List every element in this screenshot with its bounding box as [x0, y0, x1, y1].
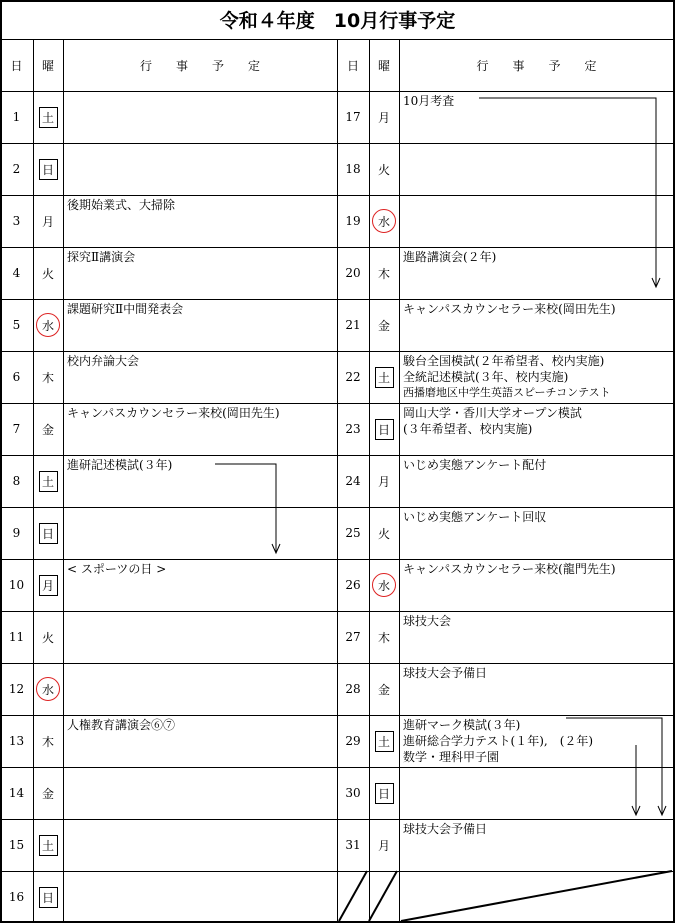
weekday-cell [369, 871, 399, 923]
day-number: 2 [12, 162, 21, 176]
weekday: 木 [377, 266, 390, 281]
event-line: 数学・理科甲子園 [403, 750, 500, 764]
strike-events-31plus [401, 871, 672, 921]
weekday: 木 [41, 370, 54, 385]
weekday-cell [33, 247, 63, 299]
day-number: 20 [345, 266, 361, 280]
weekday: 火 [377, 162, 390, 177]
page-title: 令和４年度 10月行事予定 [219, 10, 456, 32]
event-line: キャンパスカウンセラー来校(龍門先生) [403, 562, 616, 576]
weekday-cell [369, 299, 399, 351]
weekday: 火 [41, 266, 54, 281]
weekday: 木 [377, 630, 390, 645]
weekday-cell [33, 819, 63, 871]
event-line: 後期始業式、大掃除 [67, 198, 176, 212]
arrow-oct17-to-oct20-head [652, 278, 660, 287]
header-day-left: 日 [10, 58, 23, 73]
weekday-boxed: 日 [39, 159, 58, 180]
column-divider [337, 39, 338, 923]
weekday-cell [33, 143, 63, 195]
arrow-oct8-to-oct9 [215, 464, 276, 553]
weekday-boxed: 土 [375, 367, 394, 388]
day-number: 10 [8, 578, 25, 592]
day-number: 28 [345, 682, 361, 696]
event-text-block [67, 717, 333, 733]
day-number: 15 [8, 838, 25, 852]
weekday-circled: 水 [372, 209, 396, 233]
weekday-cell [369, 403, 399, 455]
day-number: 18 [345, 162, 361, 176]
weekday-cell [369, 195, 399, 247]
weekday-cell [33, 871, 63, 923]
event-line: < スポーツの日 > [67, 562, 167, 576]
day-number: 11 [8, 630, 25, 644]
weekday-cell [369, 767, 399, 819]
weekday: 火 [41, 630, 54, 645]
day-number: 1 [12, 110, 21, 124]
event-line: 進研総合学力テスト(１年), (２年) [403, 734, 594, 748]
weekday-cell [369, 663, 399, 715]
day-number: 24 [345, 474, 361, 488]
weekday: 金 [377, 682, 390, 697]
event-line: 進路講演会(２年) [403, 250, 497, 264]
weekday-cell [369, 611, 399, 663]
weekday-circled: 水 [36, 313, 60, 337]
header-weekday-left: 曜 [41, 58, 54, 73]
event-line: 球技大会 [403, 614, 452, 628]
weekday-cell [33, 611, 63, 663]
weekday: 火 [377, 526, 390, 541]
weekday-circled: 水 [36, 677, 60, 701]
event-text-block [67, 457, 333, 473]
event-line: 岡山大学・香川大学オープン模試 [403, 406, 582, 420]
weekday: 金 [377, 318, 390, 333]
event-line: 10月考査 [403, 94, 455, 108]
weekday: 月 [377, 474, 390, 489]
weekday-cell [33, 507, 63, 559]
weekday-cell [33, 403, 63, 455]
event-line: 全統記述模試(３年、校内実施) [403, 370, 569, 384]
event-line: キャンパスカウンセラー来校(岡田先生) [403, 302, 616, 316]
event-line: 球技大会予備日 [403, 666, 488, 680]
weekday-cell [369, 819, 399, 871]
day-number: 21 [345, 318, 361, 332]
column-divider [33, 39, 34, 923]
day-number: 13 [8, 734, 25, 748]
weekday-circled: 水 [372, 573, 396, 597]
day-number: 25 [345, 526, 361, 540]
event-line: 球技大会予備日 [403, 822, 488, 836]
event-line: 駿台全国模試(２年希望者、校内実施) [403, 354, 605, 368]
day-number [337, 871, 369, 923]
weekday-cell [33, 767, 63, 819]
column-divider [369, 39, 370, 923]
weekday-boxed: 土 [39, 835, 58, 856]
event-line: いじめ実態アンケート回収 [403, 510, 547, 524]
day-number: 4 [12, 266, 21, 280]
weekday-cell [33, 351, 63, 403]
weekday-cell [33, 195, 63, 247]
weekday: 金 [41, 422, 54, 437]
event-line: 校内弁論大会 [67, 354, 140, 368]
day-number: 9 [12, 526, 21, 540]
day-number: 6 [12, 370, 21, 384]
event-text-block [67, 561, 333, 577]
weekday: 月 [41, 214, 54, 229]
header-events-left: 行 事 予 定 [139, 58, 260, 73]
day-number: 5 [12, 318, 21, 332]
weekday-cell [33, 91, 63, 143]
event-line: 西播磨地区中学生英語スピーチコンテスト [403, 386, 611, 399]
weekday: 月 [377, 110, 390, 125]
border-top [0, 0, 675, 2]
column-divider [63, 39, 64, 923]
border-left [0, 0, 2, 923]
column-divider [399, 39, 400, 923]
weekday-cell [369, 247, 399, 299]
weekday-cell [369, 507, 399, 559]
day-number: 12 [8, 682, 25, 696]
event-text-block [403, 93, 670, 109]
event-text-block [403, 457, 670, 473]
weekday-boxed: 日 [375, 419, 394, 440]
day-number: 7 [12, 422, 21, 436]
event-text-block [67, 197, 333, 213]
weekday-cell [369, 351, 399, 403]
weekday-cell [369, 455, 399, 507]
event-text-block [403, 613, 670, 629]
weekday-boxed: 土 [39, 107, 58, 128]
event-line: 探究Ⅱ講演会 [67, 250, 136, 264]
day-number: 19 [345, 214, 361, 228]
day-number: 27 [345, 630, 361, 644]
day-number: 14 [8, 786, 25, 800]
event-text-block [403, 665, 670, 681]
weekday-boxed: 土 [375, 731, 394, 752]
event-line: 進研マーク模試(３年) [403, 718, 521, 732]
event-text-block [403, 821, 670, 837]
day-number: 30 [345, 786, 361, 800]
weekday-cell [369, 559, 399, 611]
event-text-block [403, 353, 670, 401]
event-text-block [67, 301, 333, 317]
event-text-block [403, 717, 670, 765]
weekday-boxed: 日 [375, 783, 394, 804]
event-line: キャンパスカウンセラー来校(岡田先生) [67, 406, 280, 420]
event-text-block [403, 509, 670, 525]
day-number: 22 [345, 370, 361, 384]
day-number: 8 [12, 474, 21, 488]
weekday-cell [33, 559, 63, 611]
header-day-right: 日 [346, 58, 359, 73]
event-line: (３年希望者、校内実施) [403, 422, 533, 436]
weekday: 木 [41, 734, 54, 749]
weekday-boxed: 土 [39, 471, 58, 492]
event-line: いじめ実態アンケート配付 [403, 458, 547, 472]
event-line: 課題研究Ⅱ中間発表会 [67, 302, 184, 316]
weekday-cell [369, 715, 399, 767]
weekday-cell [369, 91, 399, 143]
event-text-block [403, 301, 670, 317]
weekday: 金 [41, 786, 54, 801]
weekday-cell [33, 299, 63, 351]
day-number: 31 [345, 838, 361, 852]
day-number: 29 [345, 734, 361, 748]
event-text-block [67, 405, 333, 421]
weekday-cell [33, 455, 63, 507]
day-number: 17 [345, 110, 361, 124]
arrow-oct29-to-oct30-b-head [632, 806, 640, 815]
event-text-block [403, 249, 670, 265]
weekday-boxed: 日 [39, 523, 58, 544]
event-line: 進研記述模試(３年) [67, 458, 173, 472]
day-number: 26 [345, 578, 361, 592]
weekday-cell [33, 663, 63, 715]
arrow-oct8-to-oct9-head [272, 544, 280, 553]
arrow-oct29-to-oct30-a-head [658, 806, 666, 815]
header-events-right: 行 事 予 定 [476, 58, 597, 73]
weekday-cell [33, 715, 63, 767]
weekday-boxed: 月 [39, 575, 58, 596]
weekday-cell [369, 143, 399, 195]
event-text-block [67, 353, 333, 369]
weekday-boxed: 日 [39, 887, 58, 908]
weekday: 月 [377, 838, 390, 853]
event-line: 人権教育講演会⑥⑦ [67, 718, 176, 732]
day-number: 16 [8, 890, 25, 904]
header-weekday-right: 曜 [377, 58, 390, 73]
day-number: 23 [345, 422, 361, 436]
event-text-block [403, 405, 670, 437]
day-number: 3 [12, 214, 21, 228]
event-text-block [403, 561, 670, 577]
event-text-block [67, 249, 333, 265]
